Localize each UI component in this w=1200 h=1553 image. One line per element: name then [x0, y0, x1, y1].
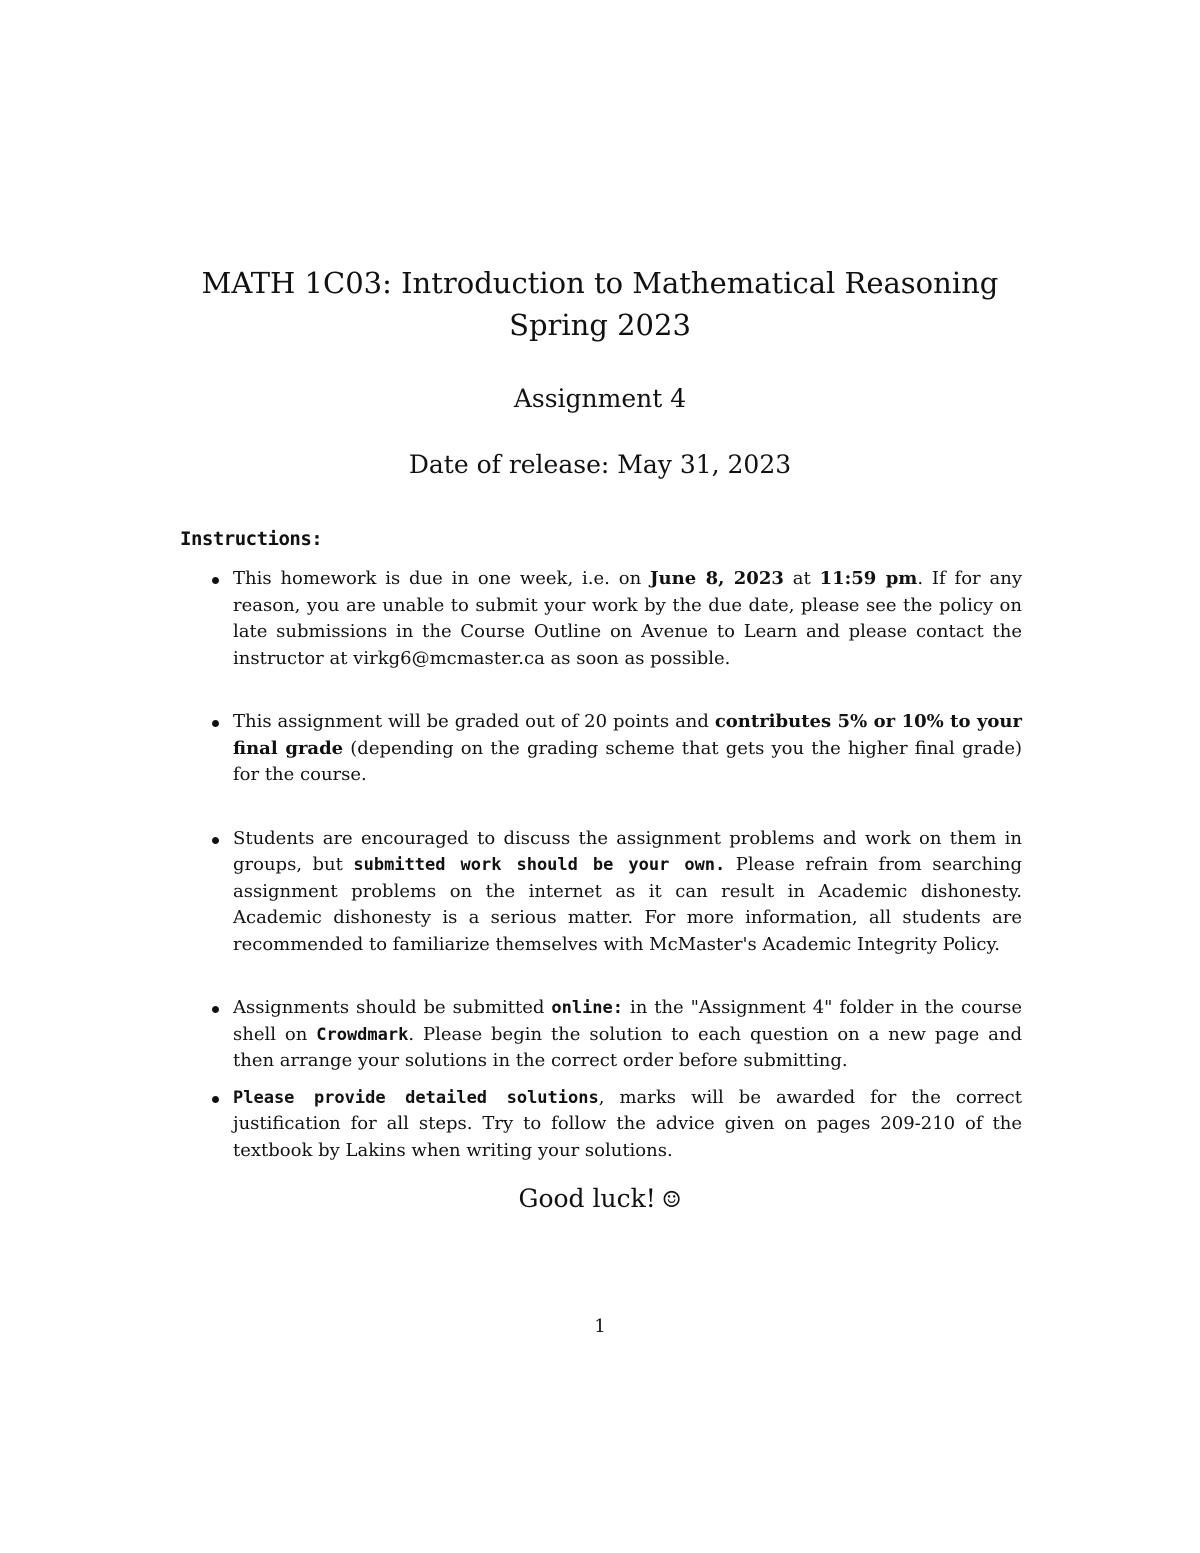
text: This homework is due in one week, i.e. on: [233, 568, 651, 589]
text: (depending on the grading scheme that gets you the higher final grade) for the course.: [233, 737, 1023, 785]
text: . Please begin the solution to each question on a new page and then arrange your solutions in the correct order before submitting.: [233, 1023, 1022, 1071]
release-date: Date of release: May 31, 2023: [408, 450, 792, 479]
grade-weight: contributes 5% or 10% to your final grade: [233, 711, 1022, 759]
text: Please refrain from searching assignment problems on the internet as it can result in Academic dishonesty. Academic dishonesty is a serious matter. For more information, all students are recommended to familiarize themselves with McMaster's Academic Integrity Policy.: [233, 854, 1022, 955]
text: at: [783, 568, 820, 589]
crowdmark-emphasis: Crowdmark: [316, 1024, 409, 1045]
text: Students are encouraged to discuss the assignment problems and work on them in groups, but: [233, 827, 1022, 875]
term: Spring 2023: [509, 308, 691, 342]
instruction-due-date: [212, 566, 1022, 672]
own-work-emphasis: submitted work should be your own.: [353, 855, 726, 875]
instructions-heading: Instructions:: [180, 528, 323, 550]
assignment-title: Assignment 4: [513, 384, 687, 413]
good-luck-text: Good luck!: [518, 1184, 656, 1213]
instructions-list: [212, 566, 1022, 1164]
instruction-submission: [212, 995, 1022, 1075]
text: . If for any reason, you are unable to submit your work by the due date, please see the policy on late submissions in the Course Outline on Avenue to Learn and please contact the instructor at virkg6@mcmaster.ca as soon as possible.: [233, 568, 1023, 669]
good-luck: [0, 1184, 1200, 1213]
due-date: June 8, 2023: [650, 568, 784, 589]
text: This assignment will be graded out of 20 points and: [233, 711, 715, 732]
due-time: 11:59 pm: [819, 568, 918, 589]
instruction-integrity: [212, 826, 1022, 959]
text: , marks will be awarded for the correct justification for all steps. Try to follow the advice given on pages 209-210 of the textbook by Lakins when writing your solutions.: [233, 1086, 1022, 1161]
instruction-solutions: [212, 1085, 1022, 1165]
detailed-solutions-emphasis: Please provide detailed solutions: [233, 1087, 599, 1108]
text: in the "Assignment 4" folder in the course shell on: [233, 997, 1022, 1045]
instruction-grading: [212, 709, 1022, 789]
smiley-icon: ☺: [661, 1188, 682, 1213]
online-emphasis: online:: [551, 998, 624, 1018]
text: Assignments should be submitted: [233, 997, 552, 1018]
course-title: MATH 1C03: Introduction to Mathematical Reasoning: [201, 266, 999, 300]
page-number: 1: [594, 1316, 606, 1337]
